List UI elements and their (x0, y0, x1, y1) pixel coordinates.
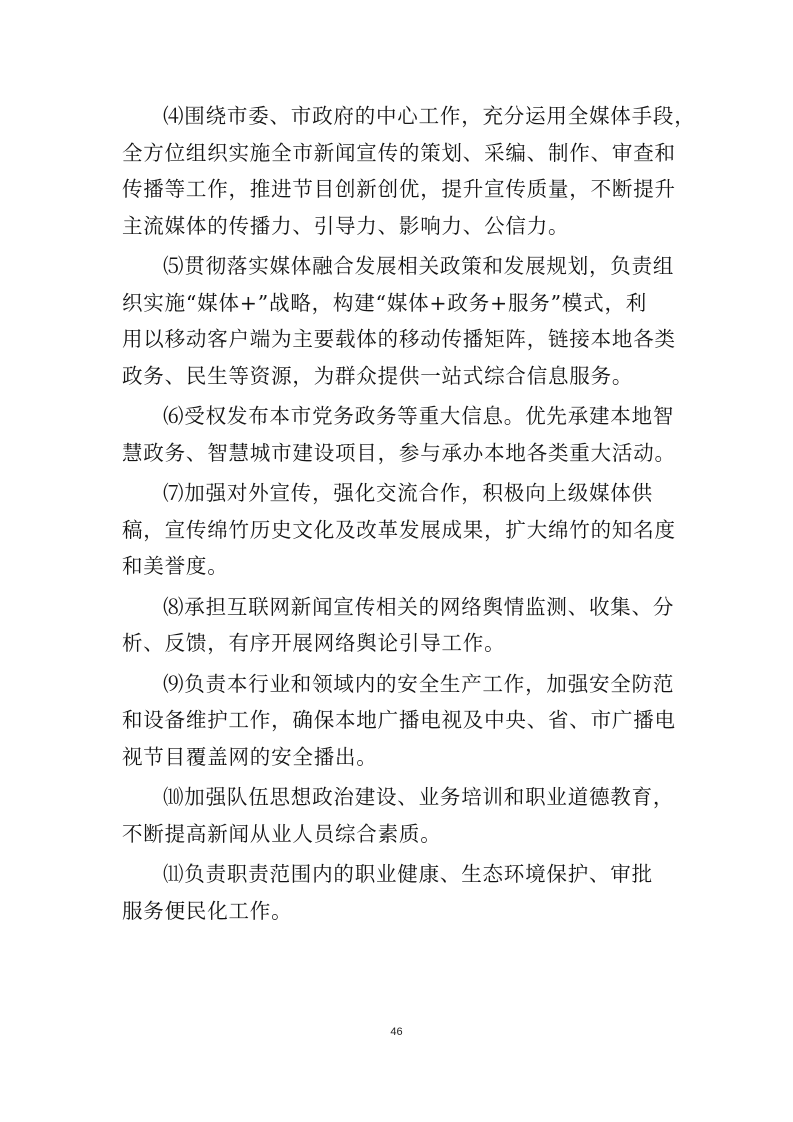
text-line: 视节目覆盖网的安全播出。 (122, 744, 378, 769)
text-line: 主流媒体的传播力、引导力、影响力、公信力。 (122, 213, 570, 238)
paragraph-11 (122, 856, 682, 929)
text-line: 服务便民化工作。 (122, 898, 293, 923)
text-line: 不断提高新闻从业人员综合素质。 (122, 821, 442, 846)
paragraph-10 (122, 779, 682, 852)
text-line: ⑾负责职责范围内的职业健康、生态环境保护、审批 (163, 862, 653, 886)
page-number: 46 (390, 1026, 403, 1038)
text-line: 稿，宣传绵竹历史文化及改革发展成果，扩大绵竹的知名度 (122, 517, 676, 542)
text-line: ⑹受权发布本市党务政务等重大信息。优先承建本地智 (163, 404, 675, 428)
text-line: 和美誉度。 (122, 554, 229, 578)
text-line: ⑷围绕市委、市政府的中心工作，充分运用全媒体手段， (163, 104, 696, 128)
text-line: 织实施“媒体+”战略，构建“媒体+政务+服务”模式，利 (122, 290, 648, 315)
text-line: 和设备维护工作，确保本地广播电视及中央、省、市广播电 (122, 708, 676, 732)
text-line: ⑻承担互联网新闻宣传相关的网络舆情监测、收集、分 (163, 594, 675, 619)
paragraph-4 (122, 98, 696, 244)
text-line: 传播等工作，推进节目创新创优，提升宣传质量，不断提升 (122, 177, 676, 201)
paragraph-9 (122, 666, 682, 776)
text-line: 用以移动客户端为主要载体的移动传播矩阵，链接本地各类 (122, 327, 676, 351)
document-body (122, 98, 696, 933)
text-line: ⑽加强队伍思想政治建设、业务培训和职业道德教育， (163, 785, 675, 809)
text-line: 慧政务、智慧城市建设项目，参与承办本地各类重大活动。 (122, 440, 676, 465)
paragraph-6 (122, 398, 682, 471)
paragraph-8 (122, 589, 682, 662)
text-line: ⑺加强对外宣传，强化交流合作，积极向上级媒体供 (163, 481, 653, 505)
text-line: 全方位组织实施全市新闻宣传的策划、采编、制作、审查和 (122, 140, 676, 165)
paragraph-7 (122, 475, 682, 585)
text-line: 政务、民生等资源，为群众提供一站式综合信息服务。 (122, 363, 634, 388)
text-line: 析、反馈，有序开展网络舆论引导工作。 (122, 631, 506, 655)
paragraph-5 (122, 248, 682, 394)
text-line: ⑸贯彻落实媒体融合发展相关政策和发展规划，负责组 (163, 254, 675, 278)
text-line: ⑼负责本行业和领域内的安全生产工作，加强安全防范 (163, 671, 675, 696)
